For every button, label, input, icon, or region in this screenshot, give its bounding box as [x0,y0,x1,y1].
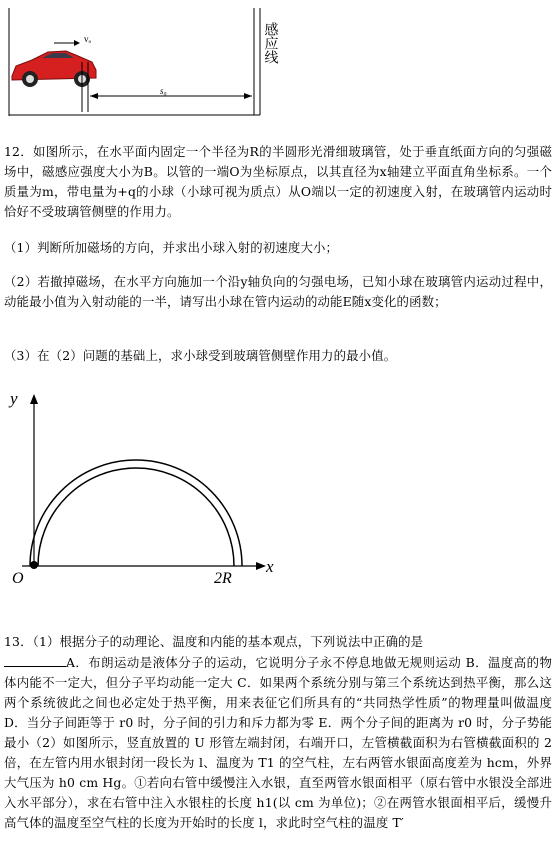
q12-part3: （3）在（2）问题的基础上，求小球受到玻璃管侧壁作用力的最小值。 [4,348,397,363]
ball-marker [30,561,38,569]
q13-body: A．布朗运动是液体分子的运动，它说明分子永不停息地做无规则运动 B．温度高的物体内能不一定大，但分子平均动能一定大 C．如果两个系统分别与第三个系统达到热平衡，那么这两个系统彼此之间也必定处于热平衡，用来表征它们所具有的“共同热学性质”的物理量叫做温度 D．当分子间距等于 r0 时，分子间的引力和斥力都为零 E．两个分子间的距离为 r0 时，分子势能最小（2）如图所示，竖直放置的 U 形管左端封闭，右端开口，左管横截面积为右管横截面积的 2 倍，在左管内用水银封闭一段长为 l、温度为 T1 的空气柱，左右两管水银面高度差为 hcm，外界大气压为 h0 cm Hg。①若向右管中缓慢注入水银，直至两管水银面相平（原右管中水银没全部进入水平部分），求在右管中注入水银柱的长度 h1(以 cm 为单位)；②在两管水银面相平后，缓慢升高气体的温度至空气柱的长度为开始时的长度 l，求此时空气柱的温度 T′ [4,655,552,830]
end-label: 2R [214,570,232,587]
car-sensor-figure [8,8,280,116]
semicircle-axes-figure [8,380,288,590]
y-axis-label: y [10,389,18,408]
tube-outer-arc [30,460,242,566]
red-car-icon [12,51,96,87]
velocity-label: vₒ [84,34,92,44]
q12-part2: （2）若撤掉磁场，在水平方向施加一个沿y轴负向的匀强电场，已知小球在玻璃管内运动过程中，动能最小值为入射动能的一半，请写出小球在管内运动的动能E随x变化的函数； [4,274,552,309]
answer-blank [4,652,66,667]
tube-inner-arc [38,468,234,566]
q13-line1: 13．（1）根据分子的动理论、温度和内能的基本观点，下列说法中正确的是 [4,634,424,649]
q13-stem [4,632,552,833]
q12-intro: 12．如图所示，在水平面内固定一个半径为R的半圆形光滑细玻璃管，处于垂直纸面方向的匀强磁场中，磁感应强度大小为B。以管的一端O为坐标原点，以其直径为x轴建立平面直角坐标系。一个质量为m，带电量为+q的小球（小球可视为质点）从O端以一定的初速度入射，在玻璃管内运动时恰好不受玻璃管侧壁的作用力。 [4,144,552,219]
distance-label: s₀ [160,86,167,96]
x-axis-label: x [266,557,274,576]
sensor-line-label: 感应线 [262,22,278,64]
q12-part1: （1）判断所加磁场的方向，并求出小球入射的初速度大小； [4,240,339,255]
origin-label: O [12,570,24,587]
